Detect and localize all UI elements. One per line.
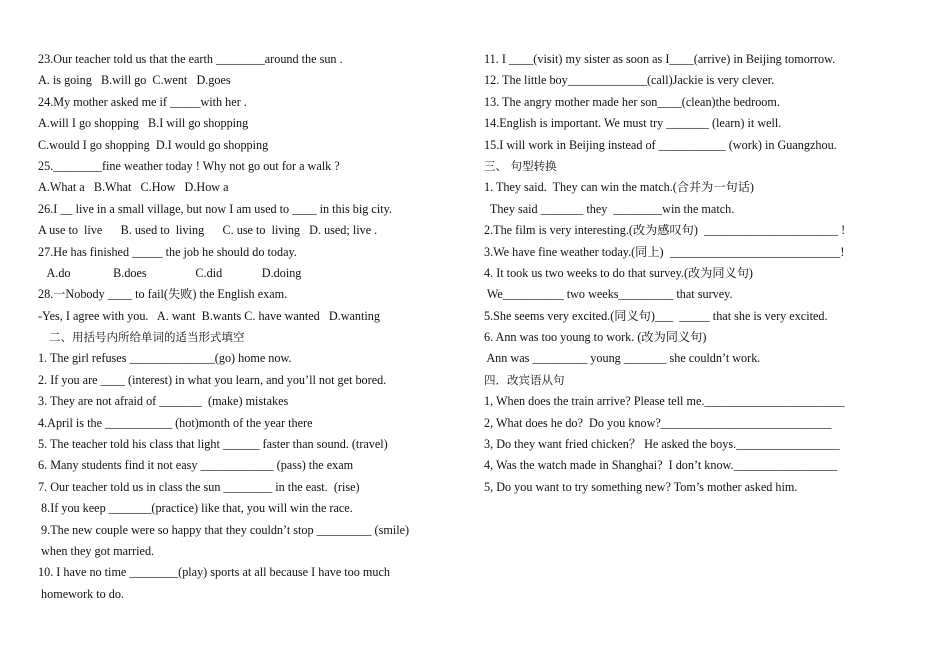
question-28-options: -Yes, I agree with you. A. want B.wants C. have wanted D.wanting (38, 308, 380, 323)
clause-item-3: 3, Do they want fried chicken？ He asked the boys._________________ (484, 437, 840, 452)
transform-item-2: 2.The film is very interesting.(改为感叹句) ______________________ ! (484, 223, 846, 238)
transform-item-1-answer: They said _______ they ________win the match. (484, 201, 735, 216)
clause-item-2: 2, What does he do? Do you know?____________________________ (484, 415, 832, 430)
section-4-heading: 四．改宾语从句 (484, 372, 565, 387)
transform-item-6: 6. Ann was too young to work. (改为同义句) (484, 330, 707, 345)
question-24: 24.My mother asked me if _____with her . (38, 94, 247, 109)
fill-item-14: 14.English is important. We must try _______ (learn) it well. (484, 116, 782, 131)
fill-item-13: 13. The angry mother made her son____(clean)the bedroom. (484, 94, 780, 109)
fill-item-1: 1. The girl refuses ______________(go) home now. (38, 351, 292, 366)
fill-item-5: 5. The teacher told his class that light ______ faster than sound. (travel) (38, 437, 388, 452)
question-23: 23.Our teacher told us that the earth ________around the sun . (38, 52, 343, 66)
fill-item-2: 2. If you are ____ (interest) in what you learn, and you’ll not get bored. (38, 372, 387, 387)
fill-item-9: 9.The new couple were so happy that they couldn’t stop _________ (smile) (38, 522, 410, 537)
question-26-options: A use to live B. used to living C. use to living D. used; live . (38, 223, 378, 238)
section-3-heading: 三、 句型转换 (484, 158, 557, 173)
fill-item-4: 4.April is the ___________ (hot)month of the year there (38, 415, 313, 430)
fill-item-9-continued: when they got married. (38, 543, 155, 558)
fill-item-7: 7. Our teacher told us in class the sun ________ in the east. (rise) (38, 479, 360, 494)
question-27-options: A.do B.does C.did D.doing (38, 265, 302, 280)
question-27: 27.He has finished _____ the job he should do today. (38, 244, 297, 259)
question-25: 25.________fine weather today ! Why not go out for a walk ? (38, 158, 340, 173)
clause-item-4: 4, Was the watch made in Shanghai? I don’t know._________________ (484, 458, 838, 473)
fill-item-15: 15.I will work in Beijing instead of ___________ (work) in Guangzhou. (484, 137, 837, 152)
fill-item-6: 6. Many students find it not easy ____________ (pass) the exam (38, 458, 354, 473)
left-column (38, 49, 453, 605)
transform-item-5: 5.She seems very excited.(同义句)___ _____ that she is very excited. (484, 308, 828, 323)
clause-item-1: 1, When does the train arrive? Please tell me._______________________ (484, 394, 845, 409)
fill-item-11: 11. I ____(visit) my sister as soon as I____(arrive) in Beijing tomorrow. (484, 52, 836, 66)
transform-item-4-answer: We__________ two weeks_________ that survey. (484, 287, 733, 302)
clause-item-5: 5, Do you want to try something new? Tom’s mother asked him. (484, 479, 798, 494)
fill-item-3: 3. They are not afraid of _______ (make) mistakes (38, 394, 289, 409)
section-2-heading: 二、用括号内所给单词的适当形式填空 (38, 330, 245, 345)
question-24-options-c-d: C.would I go shopping D.I would go shopping (38, 137, 269, 152)
fill-item-8: 8.If you keep _______(practice) like that, you will win the race. (38, 501, 353, 516)
question-24-options-a-b: A.will I go shopping B.I will go shopping (38, 116, 249, 131)
question-28: 28.一Nobody ____ to fail(失败) the English exam. (38, 287, 288, 302)
question-23-options: A. is going B.will go C.went D.goes (38, 73, 231, 88)
transform-item-6-answer: Ann was _________ young _______ she couldn’t work. (484, 351, 761, 366)
fill-item-12: 12. The little boy_____________(call)Jackie is very clever. (484, 73, 775, 88)
fill-item-10-continued: homework to do. (38, 586, 124, 601)
transform-item-3: 3.We have fine weather today.(同上) ____________________________! (484, 244, 845, 259)
transform-item-4: 4. It took us two weeks to do that survey.(改为同义句) (484, 265, 753, 280)
transform-item-1: 1. They said. They can win the match.(合并为一句话) (484, 180, 754, 195)
fill-item-10: 10. I have no time ________(play) sports at all because I have too much (38, 565, 390, 580)
right-column (484, 49, 924, 498)
question-26: 26.I __ live in a small village, but now I am used to ____ in this big city. (38, 201, 392, 216)
question-25-options: A.What a B.What C.How D.How a (38, 180, 229, 195)
